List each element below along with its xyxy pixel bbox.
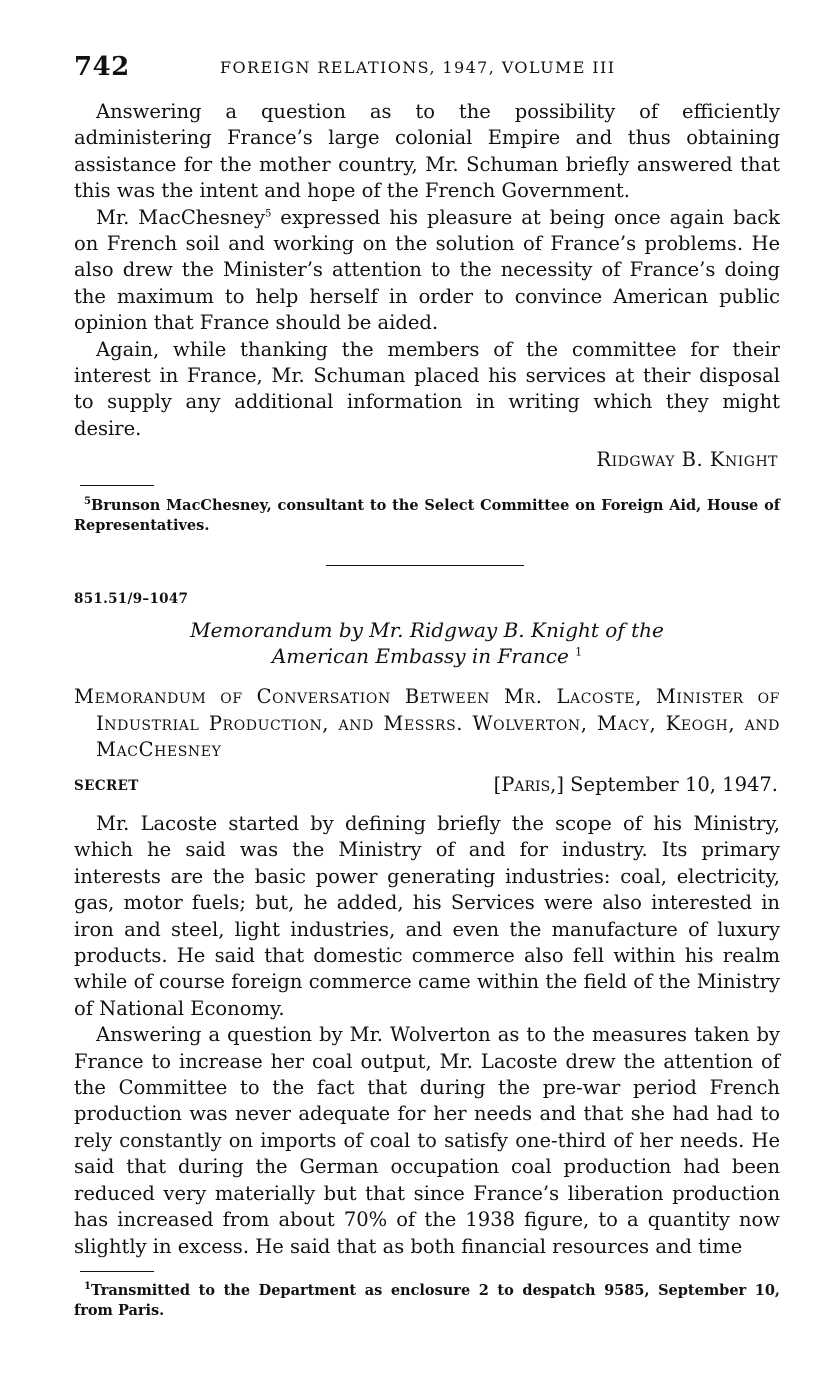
paragraph-macchesney-after: expressed his pleasure at being once again back on French soil and working on the solution of France’s problems. He also drew the Minister’s attention to the necessity of France’s doing the maximum to help herself in order to convince American public opinion that France should be aided.: [74, 205, 780, 335]
running-head: FOREIGN RELATIONS, 1947, VOLUME III: [220, 58, 616, 77]
paragraph-ministry-scope: Mr. Lacoste started by defining briefly the scope of his Ministry, which he said was the Ministry of and for industry. Its primary interests are the basic power generating industries: coal, electricity, gas, motor fuels; but, he added, his Services were also interested in iron and steel, light industries, and even the manufacture of luxury products. He said that domestic commerce also fell within his realm while of course foreign commerce came within the field of the Ministry of National Economy.: [74, 812, 780, 1020]
memorandum-body: [74, 811, 780, 1260]
footnote-divider: [80, 485, 154, 486]
footnote-1: [74, 1281, 780, 1321]
title-line-2: [74, 643, 780, 669]
section-divider: [326, 565, 524, 566]
footnote-marker-bottom: 1: [84, 1281, 91, 1293]
document-title: [74, 617, 780, 669]
dateline: [494, 773, 778, 796]
classification-label: SECRET: [74, 778, 139, 794]
paragraph-closing: Again, while thanking the members of the committee for their interest in France, Mr. Schuman placed his services at their disposal to supply any additional information in writing which they might desire.: [74, 337, 780, 440]
paragraph-coal-output: Answering a question by Mr. Wolverton as to the measures taken by France to increase her coal output, Mr. Lacoste drew the attention of the Committee to the fact that during the pre-war period French production was never adequate for her needs and that she had had to rely constantly on imports of coal to satisfy one-third of her needs. He said that during the German occupation coal production had been reduced very materially but that since France’s liberation production has increased from about 70% of the 1938 figure, to a quantity now slightly in excess. He said that as both financial resources and time: [74, 1023, 780, 1258]
paragraph-macchesney: [74, 205, 780, 337]
footnote-5: [74, 496, 780, 536]
footnote-ref-5: 5: [264, 208, 272, 220]
title-line-1: Memorandum by Mr. Ridgway B. Knight of the: [190, 618, 664, 642]
paragraph-macchesney-before: Mr. MacChesney: [96, 205, 265, 229]
conversation-heading: Memorandum of Conversation Between Mr. Lacoste, Minister of Industrial Production, and Messrs. Wolverton, Macy, Keogh, and MacChesney: [74, 685, 780, 761]
title-line-2-text: American Embassy in France: [271, 644, 569, 668]
footnote-text: Brunson MacChesney, consultant to the Select Committee on Foreign Aid, House of Representatives.: [74, 497, 780, 534]
signature: Ridgway B. Knight: [596, 448, 778, 471]
dateline-place: Paris,: [501, 773, 557, 796]
page-number: 742: [74, 52, 130, 82]
footnote-text-bottom: Transmitted to the Department as enclosure 2 to despatch 9585, September 10, from Paris.: [74, 1282, 780, 1319]
dateline-open: [: [493, 773, 502, 796]
footnote-divider-bottom: [80, 1271, 154, 1272]
page-header: [74, 52, 780, 86]
footnote-marker: 5: [84, 496, 91, 508]
paragraph-colonial-empire: Answering a question as to the possibility of efficiently administering France’s large colonial Empire and thus obtaining assistance for the mother country, Mr. Schuman briefly answered that this was the intent and hope of the French Government.: [74, 100, 780, 203]
footnote-ref-1: 1: [575, 645, 583, 659]
dateline-date: ] September 10, 1947.: [556, 773, 778, 796]
file-number: 851.51/9–1047: [74, 591, 189, 607]
continuation-text: [74, 99, 780, 442]
